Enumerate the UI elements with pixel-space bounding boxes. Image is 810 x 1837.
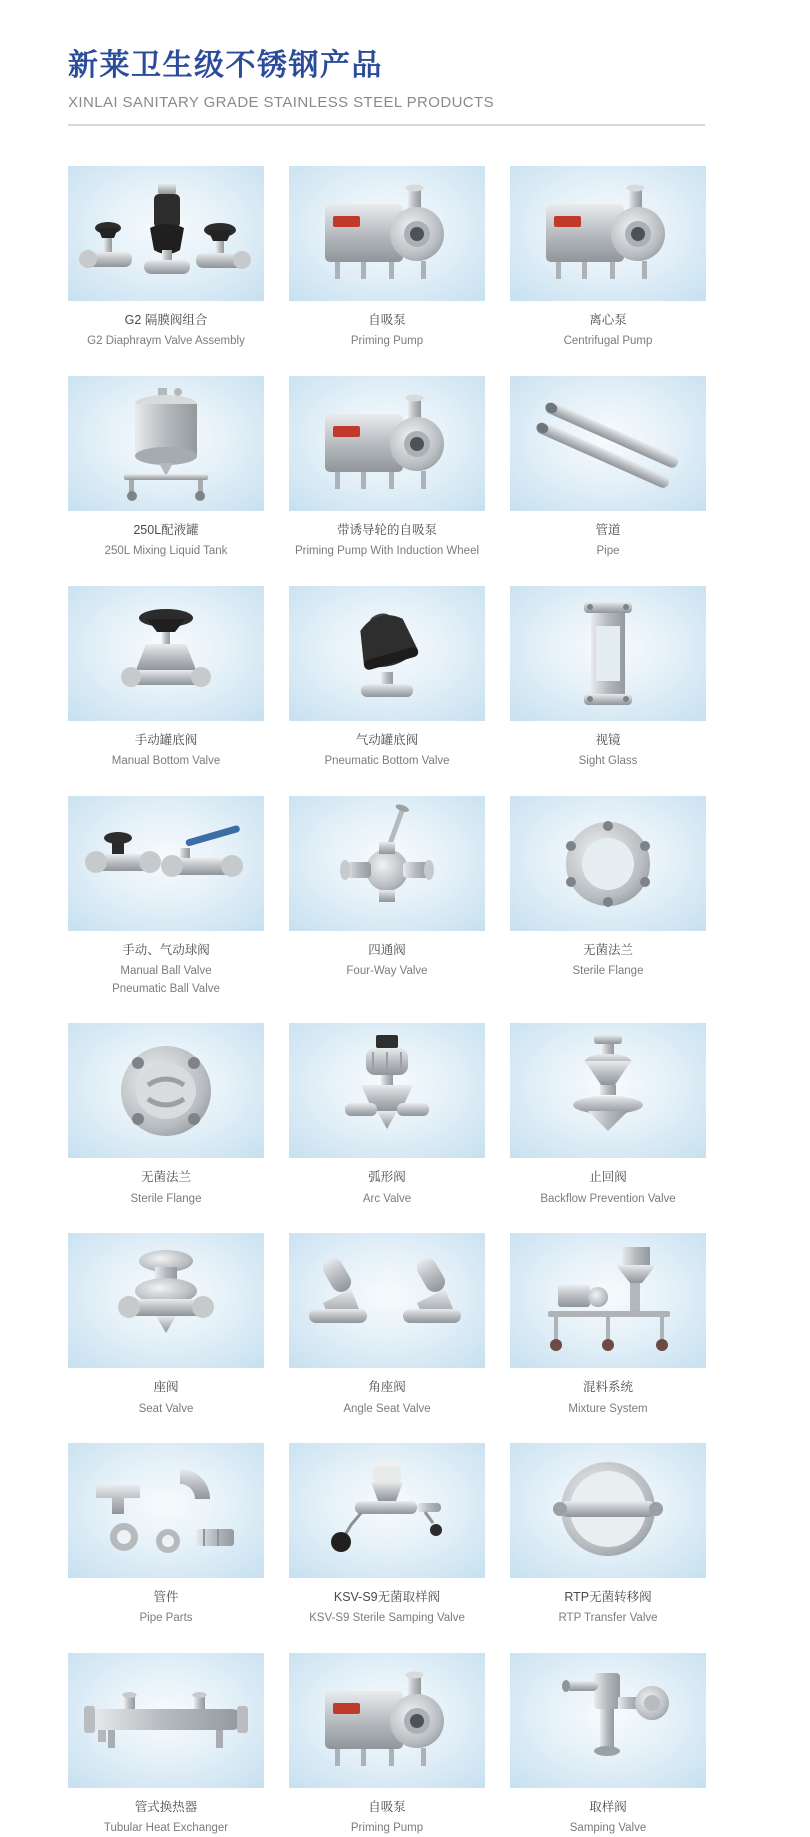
product-name-en: 250L Mixing Liquid Tank	[104, 545, 228, 558]
ball-valves-image	[68, 796, 264, 931]
product-card	[510, 796, 706, 998]
product-card	[510, 376, 706, 560]
product-name-zh: 管式换热器	[134, 1800, 198, 1815]
product-name-en: RTP Transfer Valve	[558, 1612, 658, 1625]
product-card	[68, 1653, 264, 1837]
priming-pump-image	[289, 166, 485, 301]
product-card	[289, 376, 485, 560]
product-name-en: KSV-S9 Sterile Samping Valve	[309, 1612, 465, 1625]
product-card	[510, 1443, 706, 1627]
seat-valve-image	[68, 1233, 264, 1368]
product-card	[289, 1023, 485, 1207]
sterile-flange-disc-image	[68, 1023, 264, 1158]
product-name-zh: 手动、气动球阀	[122, 942, 210, 957]
product-name-en: Pneumatic Bottom Valve	[324, 755, 450, 768]
product-name-en: Seat Valve	[138, 1402, 194, 1415]
product-name-en: Mixture System	[568, 1402, 648, 1415]
centrifugal-pump-image	[510, 166, 706, 301]
diaphragm-valve-assembly-image	[68, 166, 264, 301]
product-name-zh: 自吸泵	[368, 313, 406, 327]
product-name-zh: 弧形阀	[368, 1170, 406, 1185]
product-card	[289, 1443, 485, 1627]
product-card	[510, 1653, 706, 1837]
sterile-flange-ring-image	[510, 796, 706, 931]
four-way-valve-image	[289, 796, 485, 931]
product-card	[289, 166, 485, 350]
product-card	[510, 586, 706, 770]
product-card	[68, 586, 264, 770]
product-name-en: Angle Seat Valve	[343, 1402, 431, 1415]
product-name-en: Priming Pump With Induction Wheel	[294, 545, 480, 558]
product-name-zh: 250L配液罐	[133, 522, 199, 537]
priming-pump-image	[289, 1653, 485, 1788]
product-name-zh: 视镜	[595, 732, 621, 747]
product-name-en: Priming Pump	[350, 335, 424, 348]
pneumatic-bottom-valve-image	[289, 586, 485, 721]
product-name-zh: 座阀	[153, 1380, 179, 1395]
arc-valve-image	[289, 1023, 485, 1158]
product-name-en: Sight Glass	[578, 755, 638, 768]
product-name-en: Samping Valve	[569, 1822, 647, 1835]
backflow-prevention-valve-image	[510, 1023, 706, 1158]
product-card	[289, 1653, 485, 1837]
mixing-tank-image	[68, 376, 264, 511]
product-card	[68, 376, 264, 560]
product-name-en: Four-Way Valve	[346, 965, 428, 978]
product-name-en: Arc Valve	[362, 1192, 412, 1205]
pipe-parts-image	[68, 1443, 264, 1578]
product-name-en: Sterile Flange	[572, 965, 644, 978]
product-name-zh: 管件	[153, 1590, 179, 1605]
ksv-s9-sampling-valve-image	[289, 1443, 485, 1578]
product-card	[68, 166, 264, 350]
product-name-zh: 管道	[595, 522, 621, 537]
product-name-zh: 手动罐底阀	[134, 732, 198, 747]
product-card	[510, 1023, 706, 1207]
product-name-zh: 角座阀	[368, 1380, 406, 1395]
product-card	[510, 166, 706, 350]
product-card	[68, 796, 264, 998]
product-name-en: Pipe	[596, 545, 620, 558]
product-grid	[68, 166, 706, 1837]
product-card	[68, 1233, 264, 1417]
product-card	[68, 1443, 264, 1627]
product-name-zh: G2 隔膜阀组合	[124, 313, 208, 327]
product-name-zh: 止回阀	[589, 1170, 627, 1185]
manual-bottom-valve-image	[68, 586, 264, 721]
product-name-zh: 四通阀	[368, 942, 406, 957]
product-name-zh: 无菌法兰	[582, 942, 633, 957]
product-name-zh: 无菌法兰	[140, 1170, 191, 1185]
product-name-zh: RTP无菌转移阀	[564, 1590, 652, 1605]
product-name-en: Manual Bottom Valve	[111, 755, 221, 768]
mixture-system-image	[510, 1233, 706, 1368]
product-card	[510, 1233, 706, 1417]
product-name-zh: 取样阀	[589, 1800, 627, 1815]
sight-glass-image	[510, 586, 706, 721]
product-card	[68, 1023, 264, 1207]
product-card	[289, 796, 485, 998]
angle-seat-valve-image	[289, 1233, 485, 1368]
product-name-en: Sterile Flange	[130, 1192, 202, 1205]
induction-pump-image	[289, 376, 485, 511]
product-name-zh: 气动罐底阀	[355, 732, 419, 747]
product-name-en: Pipe Parts	[139, 1612, 193, 1625]
page-title: 新莱卫生级不锈钢产品	[68, 49, 383, 82]
pipe-image	[510, 376, 706, 511]
tubular-heat-exchanger-image	[68, 1653, 264, 1788]
rtp-transfer-valve-image	[510, 1443, 706, 1578]
page-subtitle: XINLAI SANITARY GRADE STAINLESS STEEL PRODUCTS	[68, 94, 495, 111]
product-name-zh: 离心泵	[589, 313, 627, 327]
product-name-zh: 带诱导轮的自吸泵	[336, 522, 437, 537]
product-name-en: Priming Pump	[350, 1822, 424, 1835]
product-name-en-line2: Pneumatic Ball Valve	[112, 982, 220, 995]
product-card	[289, 1233, 485, 1417]
product-name-en: Centrifugal Pump	[563, 335, 653, 348]
product-name-en: G2 Diaphraym Valve Assembly	[87, 335, 245, 348]
product-name-en: Tubular Heat Exchanger	[103, 1822, 229, 1835]
product-name-zh: 自吸泵	[368, 1800, 406, 1815]
product-card	[289, 586, 485, 770]
sampling-valve-image	[510, 1653, 706, 1788]
product-name-zh: KSV-S9无菌取样阀	[333, 1590, 441, 1605]
product-name-en: Backflow Prevention Valve	[540, 1192, 676, 1205]
product-name-en: Manual Ball Valve	[120, 965, 212, 978]
header-rule	[68, 124, 705, 126]
page-header	[0, 0, 705, 126]
product-name-zh: 混料系统	[582, 1380, 633, 1395]
